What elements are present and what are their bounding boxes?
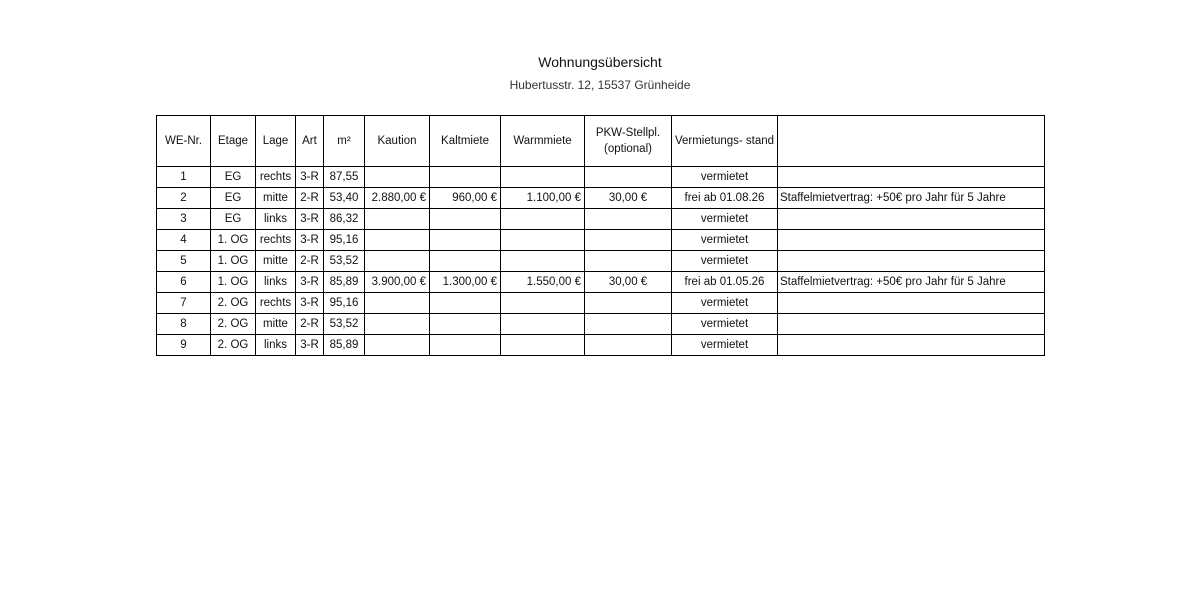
cell-stellplatz: [585, 335, 672, 356]
cell-warmmiete: [501, 251, 585, 272]
cell-etage: EG: [211, 188, 256, 209]
header-notiz: [778, 116, 1045, 167]
cell-qm: 85,89: [324, 335, 365, 356]
table-row: [157, 251, 1045, 272]
cell-we-nr: 9: [157, 335, 211, 356]
cell-art: 3-R: [296, 209, 324, 230]
cell-qm: 53,52: [324, 251, 365, 272]
cell-kaltmiete: [430, 251, 501, 272]
cell-kaltmiete: 960,00 €: [430, 188, 501, 209]
table-body: [157, 167, 1045, 356]
cell-warmmiete: [501, 230, 585, 251]
cell-notiz: [778, 293, 1045, 314]
cell-notiz: Staffelmietvertrag: +50€ pro Jahr für 5 Jahre: [778, 188, 1045, 209]
cell-qm: 53,40: [324, 188, 365, 209]
cell-warmmiete: [501, 335, 585, 356]
cell-stellplatz: [585, 230, 672, 251]
cell-stellplatz: 30,00 €: [585, 272, 672, 293]
cell-kaltmiete: [430, 230, 501, 251]
cell-vermietungsstand: vermietet: [672, 167, 778, 188]
cell-lage: links: [256, 272, 296, 293]
cell-vermietungsstand: frei ab 01.08.26: [672, 188, 778, 209]
cell-qm: 53,52: [324, 314, 365, 335]
cell-kaution: [365, 293, 430, 314]
table-row: [157, 209, 1045, 230]
cell-we-nr: 7: [157, 293, 211, 314]
header-kaution: Kaution: [365, 116, 430, 167]
cell-kaltmiete: [430, 167, 501, 188]
apartment-table: [156, 115, 1045, 356]
cell-lage: rechts: [256, 293, 296, 314]
cell-we-nr: 8: [157, 314, 211, 335]
cell-notiz: [778, 167, 1045, 188]
cell-warmmiete: [501, 314, 585, 335]
cell-vermietungsstand: vermietet: [672, 209, 778, 230]
cell-warmmiete: 1.100,00 €: [501, 188, 585, 209]
cell-kaltmiete: [430, 209, 501, 230]
header-row: [157, 116, 1045, 167]
header-etage: Etage: [211, 116, 256, 167]
cell-vermietungsstand: vermietet: [672, 230, 778, 251]
cell-stellplatz: [585, 167, 672, 188]
cell-vermietungsstand: vermietet: [672, 314, 778, 335]
cell-art: 3-R: [296, 293, 324, 314]
cell-kaution: [365, 251, 430, 272]
cell-vermietungsstand: frei ab 01.05.26: [672, 272, 778, 293]
cell-vermietungsstand: vermietet: [672, 251, 778, 272]
cell-qm: 85,89: [324, 272, 365, 293]
cell-we-nr: 4: [157, 230, 211, 251]
cell-etage: EG: [211, 209, 256, 230]
table-row: [157, 272, 1045, 293]
cell-notiz: [778, 230, 1045, 251]
header-vermietungsstand: Vermietungs- stand: [672, 116, 778, 167]
header-art: Art: [296, 116, 324, 167]
header-stellplatz: PKW-Stellpl. (optional): [585, 116, 672, 167]
cell-art: 3-R: [296, 167, 324, 188]
cell-kaution: [365, 314, 430, 335]
cell-lage: mitte: [256, 188, 296, 209]
cell-lage: rechts: [256, 230, 296, 251]
cell-kaution: [365, 167, 430, 188]
cell-lage: rechts: [256, 167, 296, 188]
cell-notiz: [778, 209, 1045, 230]
cell-art: 3-R: [296, 230, 324, 251]
cell-stellplatz: 30,00 €: [585, 188, 672, 209]
cell-kaution: [365, 335, 430, 356]
cell-art: 2-R: [296, 314, 324, 335]
page-subtitle: Hubertusstr. 12, 15537 Grünheide: [509, 78, 691, 92]
cell-notiz: [778, 314, 1045, 335]
cell-art: 2-R: [296, 188, 324, 209]
cell-stellplatz: [585, 293, 672, 314]
cell-stellplatz: [585, 251, 672, 272]
cell-etage: 1. OG: [211, 230, 256, 251]
table-row: [157, 230, 1045, 251]
cell-vermietungsstand: vermietet: [672, 335, 778, 356]
table-row: [157, 293, 1045, 314]
cell-we-nr: 1: [157, 167, 211, 188]
cell-etage: 2. OG: [211, 314, 256, 335]
header-we-nr: WE-Nr.: [157, 116, 211, 167]
cell-etage: 2. OG: [211, 335, 256, 356]
table-header: [157, 116, 1045, 167]
cell-stellplatz: [585, 314, 672, 335]
cell-art: 3-R: [296, 335, 324, 356]
cell-kaution: 2.880,00 €: [365, 188, 430, 209]
cell-art: 2-R: [296, 251, 324, 272]
cell-kaltmiete: [430, 293, 501, 314]
cell-etage: 1. OG: [211, 272, 256, 293]
cell-kaution: 3.900,00 €: [365, 272, 430, 293]
cell-lage: mitte: [256, 251, 296, 272]
header-lage: Lage: [256, 116, 296, 167]
cell-we-nr: 2: [157, 188, 211, 209]
cell-lage: links: [256, 209, 296, 230]
table-row: [157, 167, 1045, 188]
cell-kaution: [365, 230, 430, 251]
table-row: [157, 188, 1045, 209]
cell-lage: mitte: [256, 314, 296, 335]
page-title: Wohnungsübersicht: [538, 54, 662, 70]
cell-we-nr: 6: [157, 272, 211, 293]
table-row: [157, 335, 1045, 356]
cell-qm: 95,16: [324, 293, 365, 314]
header-warmmiete: Warmmiete: [501, 116, 585, 167]
cell-lage: links: [256, 335, 296, 356]
cell-we-nr: 5: [157, 251, 211, 272]
header-qm: m²: [324, 116, 365, 167]
cell-warmmiete: [501, 209, 585, 230]
cell-art: 3-R: [296, 272, 324, 293]
cell-kaltmiete: 1.300,00 €: [430, 272, 501, 293]
cell-warmmiete: [501, 293, 585, 314]
cell-we-nr: 3: [157, 209, 211, 230]
cell-notiz: [778, 335, 1045, 356]
header-kaltmiete: Kaltmiete: [430, 116, 501, 167]
cell-kaution: [365, 209, 430, 230]
table-row: [157, 314, 1045, 335]
cell-qm: 95,16: [324, 230, 365, 251]
cell-etage: 2. OG: [211, 293, 256, 314]
cell-notiz: [778, 251, 1045, 272]
cell-qm: 86,32: [324, 209, 365, 230]
cell-etage: 1. OG: [211, 251, 256, 272]
cell-etage: EG: [211, 167, 256, 188]
cell-kaltmiete: [430, 335, 501, 356]
cell-vermietungsstand: vermietet: [672, 293, 778, 314]
cell-qm: 87,55: [324, 167, 365, 188]
cell-stellplatz: [585, 209, 672, 230]
cell-warmmiete: [501, 167, 585, 188]
cell-kaltmiete: [430, 314, 501, 335]
cell-warmmiete: 1.550,00 €: [501, 272, 585, 293]
cell-notiz: Staffelmietvertrag: +50€ pro Jahr für 5 Jahre: [778, 272, 1045, 293]
